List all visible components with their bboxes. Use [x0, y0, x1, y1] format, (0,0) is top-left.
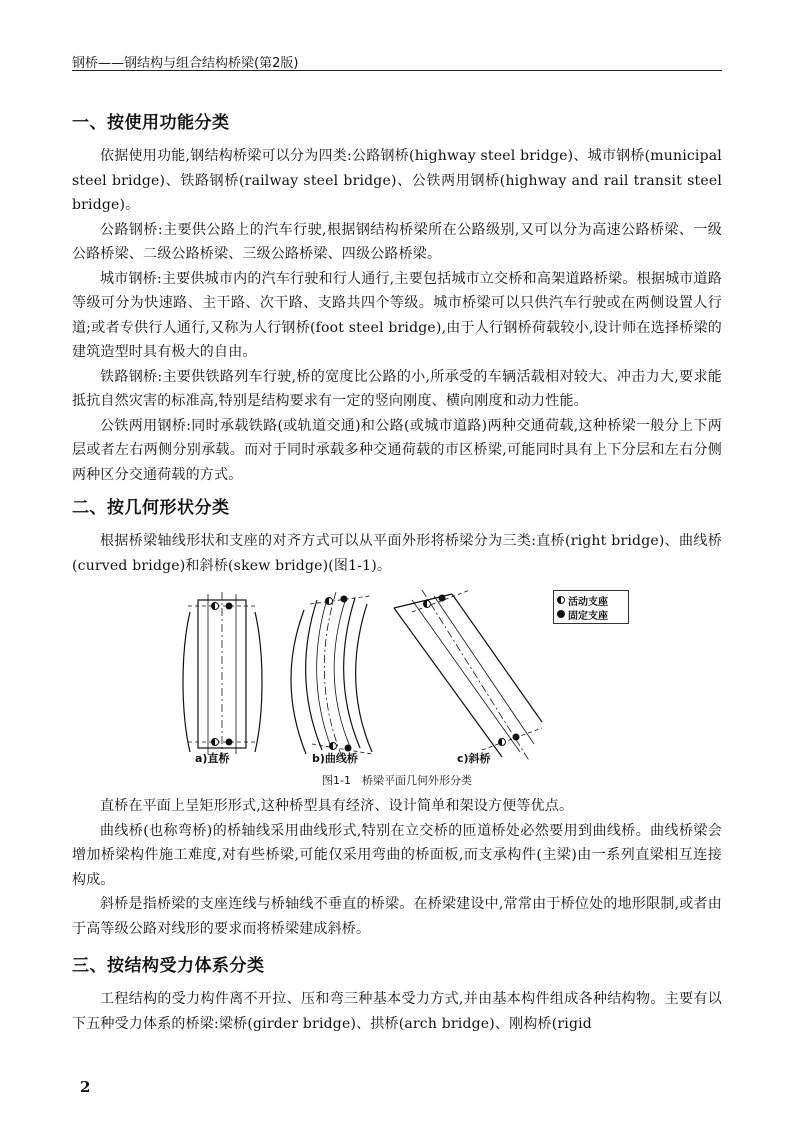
- label-straight-bridge: a)直桥: [195, 752, 230, 765]
- paragraph: 公铁两用钢桥:同时承载铁路(或轨道交通)和公路(或城市道路)两种交通荷载,这种桥梁一般分上下两层或者左右两侧分别承载。而对于同时承载多种交通荷载的市区桥梁,可能同时具有上下分层和左右分侧两种区分交通荷载的方式。: [72, 417, 722, 483]
- section-heading-1: 一、按使用功能分类: [72, 113, 230, 133]
- paragraph: 城市钢桥:主要供城市内的汽车行驶和行人通行,主要包括城市立交桥和高架道路桥梁。根据城市道路等级可分为快速路、主干路、次干路、支路共四个等级。城市桥梁可以只供汽车行驶或在两侧设置人行道;或者专供行人通行,又称为人行钢桥(foot steel bridge),由于人行钢桥荷载较小,设计师在选择桥梁的建筑造型时具有极大的自由。: [72, 270, 722, 360]
- half-filled-circle-icon: [557, 596, 565, 604]
- curved-bridge-drawing: [291, 592, 372, 757]
- legend-movable: 活动支座: [557, 593, 625, 607]
- header-rule: [72, 70, 722, 71]
- skew-bridge-drawing: [394, 590, 542, 762]
- paragraph: 曲线桥(也称弯桥)的桥轴线采用曲线形式,特别在立交桥的匝道桥处必然要用到曲线桥。曲线桥梁会增加桥梁构件施工难度,对有些桥梁,可能仅采用弯曲的桥面板,而支承构件(主梁)由一系列直梁相互连接构成。: [72, 822, 722, 888]
- paragraph: 公路钢桥:主要供公路上的汽车行驶,根据钢结构桥梁所在公路级别,又可以分为高速公路桥梁、一级公路桥梁、二级公路桥梁、三级公路桥梁、四级公路桥梁。: [72, 221, 722, 262]
- paragraph: 工程结构的受力构件离不开拉、压和弯三种基本受力方式,并由基本构件组成各种结构物。主要有以下五种受力体系的桥梁:梁桥(girder bridge)、拱桥(arch bridge)、刚构桥(rigid: [72, 991, 722, 1032]
- paragraph: 依据使用功能,钢结构桥梁可以分为四类:公路钢桥(highway steel bridge)、城市钢桥(municipal steel bridge)、铁路钢桥(railway steel bridge)、公铁两用钢桥(highway and rail transit steel bridge)。: [72, 148, 722, 213]
- page-body: [72, 108, 722, 1036]
- paragraph: 斜桥是指桥梁的支座连线与桥轴线不垂直的桥梁。在桥梁建设中,常常由于桥位处的地形限制,或者由于高等级公路对线形的要求而将桥梁建成斜桥。: [72, 896, 722, 937]
- page-number: 2: [80, 1078, 91, 1096]
- legend-fixed: 固定支座: [557, 607, 625, 621]
- figure-caption: 图1-1 桥梁平面几何外形分类: [322, 774, 472, 787]
- label-curved-bridge: b)曲线桥: [312, 752, 358, 765]
- straight-bridge-drawing: [183, 592, 262, 757]
- paragraph: 根据桥梁轴线形状和支座的对齐方式可以从平面外形将桥梁分为三类:直桥(right bridge)、曲线桥(curved bridge)和斜桥(skew bridge)(图1-1)。: [72, 533, 722, 574]
- label-skew-bridge: c)斜桥: [457, 752, 491, 765]
- paragraph: 铁路钢桥:主要供铁路列车行驶,桥的宽度比公路的小,所承受的车辆活载相对较大、冲击力大,要求能抵抗自然灾害的标准高,特别是结构要求有一定的竖向刚度、横向刚度和动力性能。: [72, 368, 722, 409]
- section-heading-3: 三、按结构受力体系分类: [72, 956, 265, 976]
- section-heading-2: 二、按几何形状分类: [72, 498, 230, 518]
- filled-circle-icon: [557, 610, 565, 618]
- running-header: [72, 52, 722, 72]
- paragraph: 直桥在平面上呈矩形形式,这种桥型具有经济、设计简单和架设方便等优点。: [100, 798, 574, 814]
- running-header-title: 钢桥——钢结构与组合结构桥梁(第2版): [72, 56, 299, 71]
- figure-legend: [553, 590, 629, 624]
- figure-1-1: [72, 582, 722, 794]
